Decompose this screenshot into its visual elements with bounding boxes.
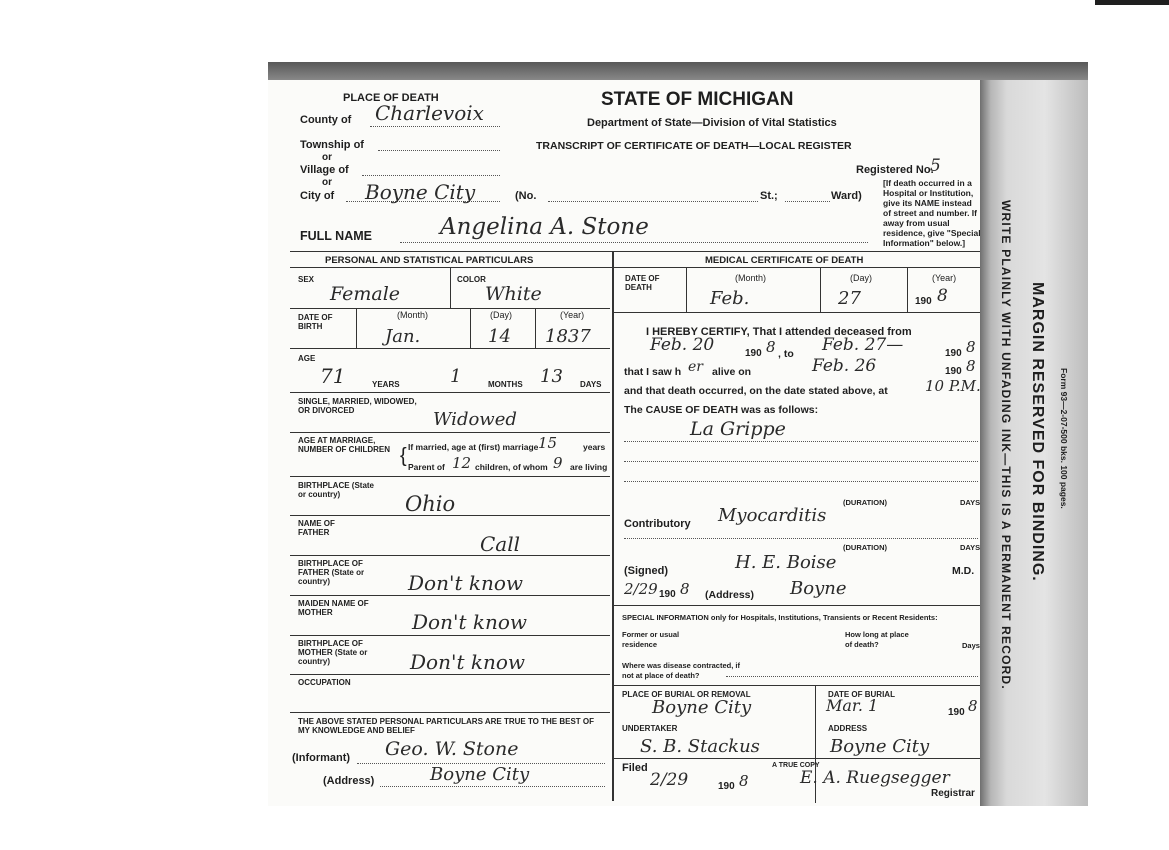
physician-address-label: (Address) (705, 589, 755, 601)
are-living-label: are living (570, 462, 608, 472)
parent-of-label: Parent of (408, 462, 445, 472)
to-year-prefix: 190 (945, 348, 962, 359)
street-line (548, 201, 758, 202)
full-name-label: FULL NAME (300, 229, 372, 243)
contributory-line (624, 538, 978, 539)
death-year-label: (Year) (932, 273, 957, 283)
ward-line (785, 201, 830, 202)
county-label: County of (300, 114, 352, 126)
special-rule (613, 605, 980, 606)
full-name-line (400, 242, 868, 243)
table-top-rule (290, 251, 980, 252)
marital-value: Widowed (433, 409, 517, 430)
row-rule-4 (290, 432, 610, 433)
row-rule-5 (290, 476, 610, 477)
dod-divider-1 (686, 268, 687, 312)
registrar-signature: E. A. Ruegsegger (800, 768, 950, 788)
dod-rule (613, 312, 980, 313)
village-line (362, 175, 500, 176)
ward-label: Ward) (831, 190, 862, 202)
mother-maiden-label: MAIDEN NAME OF MOTHER (298, 599, 369, 617)
medical-heading: MEDICAL CERTIFICATE OF DEATH (705, 255, 864, 266)
age-years: 71 (320, 364, 346, 388)
county-value: Charlevoix (375, 101, 484, 125)
transcript-line: TRANSCRIPT OF CERTIFICATE OF DEATH—LOCAL REGISTER (536, 140, 852, 152)
alive-date: Feb. 26 (812, 356, 877, 376)
mother-maiden-value: Don't know (412, 610, 528, 634)
informant-value: Geo. W. Stone (385, 738, 519, 760)
registered-no: 5 (930, 156, 941, 176)
row-rule-3 (290, 392, 610, 393)
cause-label: The CAUSE OF DEATH was as follows: (624, 404, 819, 416)
attest-text: THE ABOVE STATED PERSONAL PARTICULARS ARE TRUE TO THE BEST OF MY KNOWLEDGE AND BELIEF (298, 717, 595, 735)
cause-line-1 (624, 441, 978, 442)
birthplace-value: Ohio (405, 492, 456, 516)
undertaker-label: UNDERTAKER (622, 724, 678, 733)
death-time: 10 P.M. (925, 377, 981, 395)
days-label: DAYS (580, 380, 602, 389)
age-days: 13 (540, 366, 563, 387)
saw-pronoun: er (688, 359, 703, 375)
birth-day-label: (Day) (490, 310, 512, 320)
death-day-label: (Day) (850, 273, 872, 283)
row-rule-11 (290, 712, 610, 713)
death-day: 27 (838, 288, 861, 309)
birthplace-label: BIRTHPLACE (State or country) (298, 481, 375, 499)
md-label: M.D. (952, 565, 975, 577)
sign-date: 2/29 (624, 580, 658, 598)
cause-line-2 (624, 461, 978, 462)
alive-year-prefix: 190 (945, 366, 962, 377)
from-year-prefix: 190 (745, 348, 762, 359)
married-age: 15 (538, 434, 558, 452)
row-rule-9 (290, 635, 610, 636)
street-label: St.; (760, 190, 778, 202)
age-months: 1 (450, 366, 462, 387)
mother-birthplace-value: Don't know (410, 650, 526, 674)
hospital-note: [If death occurred in a Hospital or Institution, give its NAME instead of street and number. If away from usual residence, give "Special Information" below.] (883, 178, 981, 248)
county-line (370, 126, 500, 127)
informant-address-label: (Address) (323, 775, 375, 787)
margin-write-plainly: WRITE PLAINLY WITH UNFADING INK—THIS IS A PERMANENT RECORD. (999, 200, 1013, 690)
special-info-text: SPECIAL INFORMATION only for Hospitals, Institutions, Transients or Recent Residents: (622, 613, 938, 622)
age-marriage-label: AGE AT MARRIAGE, NUMBER OF CHILDREN (298, 436, 390, 454)
sign-year: 8 (680, 580, 690, 598)
birth-year-label: (Year) (560, 310, 585, 320)
registrar-label: Registrar (931, 788, 975, 799)
duration-label-1: (DURATION) (843, 498, 888, 507)
days-word: Days (962, 641, 980, 650)
margin-reserved: MARGIN RESERVED FOR BINDING. (1029, 282, 1046, 582)
alive-year: 8 (966, 357, 976, 375)
or-label-2: or (322, 177, 332, 188)
department-line: Department of State—Division of Vital Statistics (587, 117, 837, 129)
father-name-label: NAME OF FATHER (298, 519, 335, 537)
undertaker-value: S. B. Stackus (640, 736, 760, 757)
row-rule-2 (290, 348, 610, 349)
death-month-label: (Month) (735, 273, 767, 283)
living-count: 9 (553, 454, 563, 472)
death-year-prefix: 190 (915, 296, 932, 307)
burial-date-label: DATE OF BURIAL (828, 690, 895, 699)
true-copy-label: A TRUE COPY (772, 762, 820, 769)
marital-label: SINGLE, MARRIED, WIDOWED, OR DIVORCED (298, 397, 417, 415)
registered-no-label: Registered No. (856, 164, 934, 176)
duration-days-1: DAYS (960, 498, 981, 507)
or-label-1: or (322, 152, 332, 163)
color-label: COLOR (457, 275, 486, 284)
heading-rule (290, 267, 980, 268)
contracted-line (726, 676, 978, 677)
filed-year: 8 (739, 772, 749, 790)
scan-edge-bar (1095, 0, 1169, 5)
certify-text: I HEREBY CERTIFY, That I attended deceased from (646, 326, 912, 338)
undertaker-address-label: ADDRESS (828, 724, 868, 733)
dob-divider-3 (535, 308, 536, 348)
how-long-label: How long at place of death? (845, 630, 909, 649)
children-of-whom: children, of whom (475, 462, 548, 472)
margin-form-number: Form 93—2-07-500 bks. 100 pages. (1059, 368, 1069, 509)
alive-on-label: alive on (712, 366, 752, 378)
sex-label: SEX (298, 275, 315, 284)
birth-day: 14 (488, 326, 511, 347)
row-rule-6 (290, 515, 610, 516)
mother-birthplace-label: BIRTHPLACE OF MOTHER (State or country) (298, 639, 368, 666)
street-no-label: (No. (515, 190, 537, 202)
state-title: STATE OF MICHIGAN (601, 89, 794, 110)
burial-rule (613, 685, 980, 686)
sex-color-divider (450, 268, 451, 308)
from-year: 8 (766, 338, 776, 356)
saw-text: that I saw h (624, 366, 682, 378)
physician-address: Boyne (790, 578, 847, 599)
death-year: 8 (937, 286, 948, 306)
filed-year-prefix: 190 (718, 781, 735, 792)
full-name-value: Angelina A. Stone (440, 214, 649, 240)
occurred-text: and that death occurred, on the date stated above, at (624, 385, 888, 397)
birth-month-label: (Month) (397, 310, 429, 320)
birth-month: Jan. (385, 326, 421, 347)
filed-label: Filed (622, 762, 648, 774)
informant-address-line (380, 786, 605, 787)
marriage-brace: { (400, 445, 407, 467)
to-word: , to (778, 348, 794, 360)
attended-to: Feb. 27— (822, 335, 904, 355)
dob-divider-1 (356, 308, 357, 348)
signed-label: (Signed) (624, 565, 668, 577)
months-label: MONTHS (488, 380, 523, 389)
dod-divider-3 (907, 268, 908, 312)
place-of-death-heading: PLACE OF DEATH (343, 92, 439, 104)
color-value: White (485, 283, 542, 305)
row-rule-1 (290, 308, 610, 309)
row-rule-8 (290, 595, 610, 596)
burial-year: 8 (968, 697, 978, 715)
undertaker-address: Boyne City (830, 736, 930, 757)
duration-label-2: (DURATION) (843, 543, 888, 552)
date-of-death-label: DATE OF DEATH (625, 274, 660, 292)
cause-line-3 (624, 481, 978, 482)
dod-divider-2 (820, 268, 821, 312)
father-name-value: Call (480, 532, 521, 556)
duration-days-2: DAYS (960, 543, 981, 552)
burial-place-label: PLACE OF BURIAL OR REMOVAL (622, 690, 751, 699)
physician-signature: H. E. Boise (735, 552, 837, 573)
occupation-label: OCCUPATION (298, 678, 351, 687)
date-of-birth-label: DATE OF BIRTH (298, 313, 333, 331)
filed-rule (613, 758, 980, 759)
filed-date: 2/29 (650, 770, 689, 790)
city-label: City of (300, 190, 335, 202)
informant-label: (Informant) (292, 752, 351, 764)
father-birthplace-label: BIRTHPLACE OF FATHER (State or country) (298, 559, 365, 586)
burial-place: Boyne City (652, 697, 752, 718)
township-line (378, 150, 500, 151)
township-label: Township of (300, 139, 364, 151)
center-divider (612, 251, 614, 801)
years-word: years (583, 442, 606, 452)
former-residence-label: Former or usual residence (622, 630, 680, 649)
informant-address: Boyne City (430, 764, 530, 785)
contracted-label: Where was disease contracted, if not at place of death? (622, 661, 740, 680)
sign-year-prefix: 190 (659, 589, 676, 600)
city-value: Boyne City (365, 180, 476, 204)
cause-value: La Grippe (690, 418, 786, 440)
row-rule-7 (290, 555, 610, 556)
personal-heading: PERSONAL AND STATISTICAL PARTICULARS (325, 255, 534, 266)
to-year: 8 (966, 338, 976, 356)
village-label: Village of (300, 164, 349, 176)
attended-from: Feb. 20 (650, 335, 715, 355)
contributory-value: Myocarditis (718, 505, 827, 526)
married-age-text: If married, age at (first) marriage (408, 442, 539, 452)
burial-date: Mar. 1 (826, 696, 879, 715)
burial-year-prefix: 190 (948, 707, 965, 718)
dob-divider-2 (470, 308, 471, 348)
father-birthplace-value: Don't know (408, 571, 524, 595)
age-label: AGE (298, 354, 316, 363)
years-label: YEARS (372, 380, 400, 389)
contributory-label: Contributory (624, 518, 691, 530)
children-count: 12 (452, 454, 472, 472)
sex-value: Female (330, 283, 401, 305)
death-month: Feb. (710, 288, 750, 309)
row-rule-10 (290, 674, 610, 675)
birth-year: 1837 (545, 326, 591, 347)
